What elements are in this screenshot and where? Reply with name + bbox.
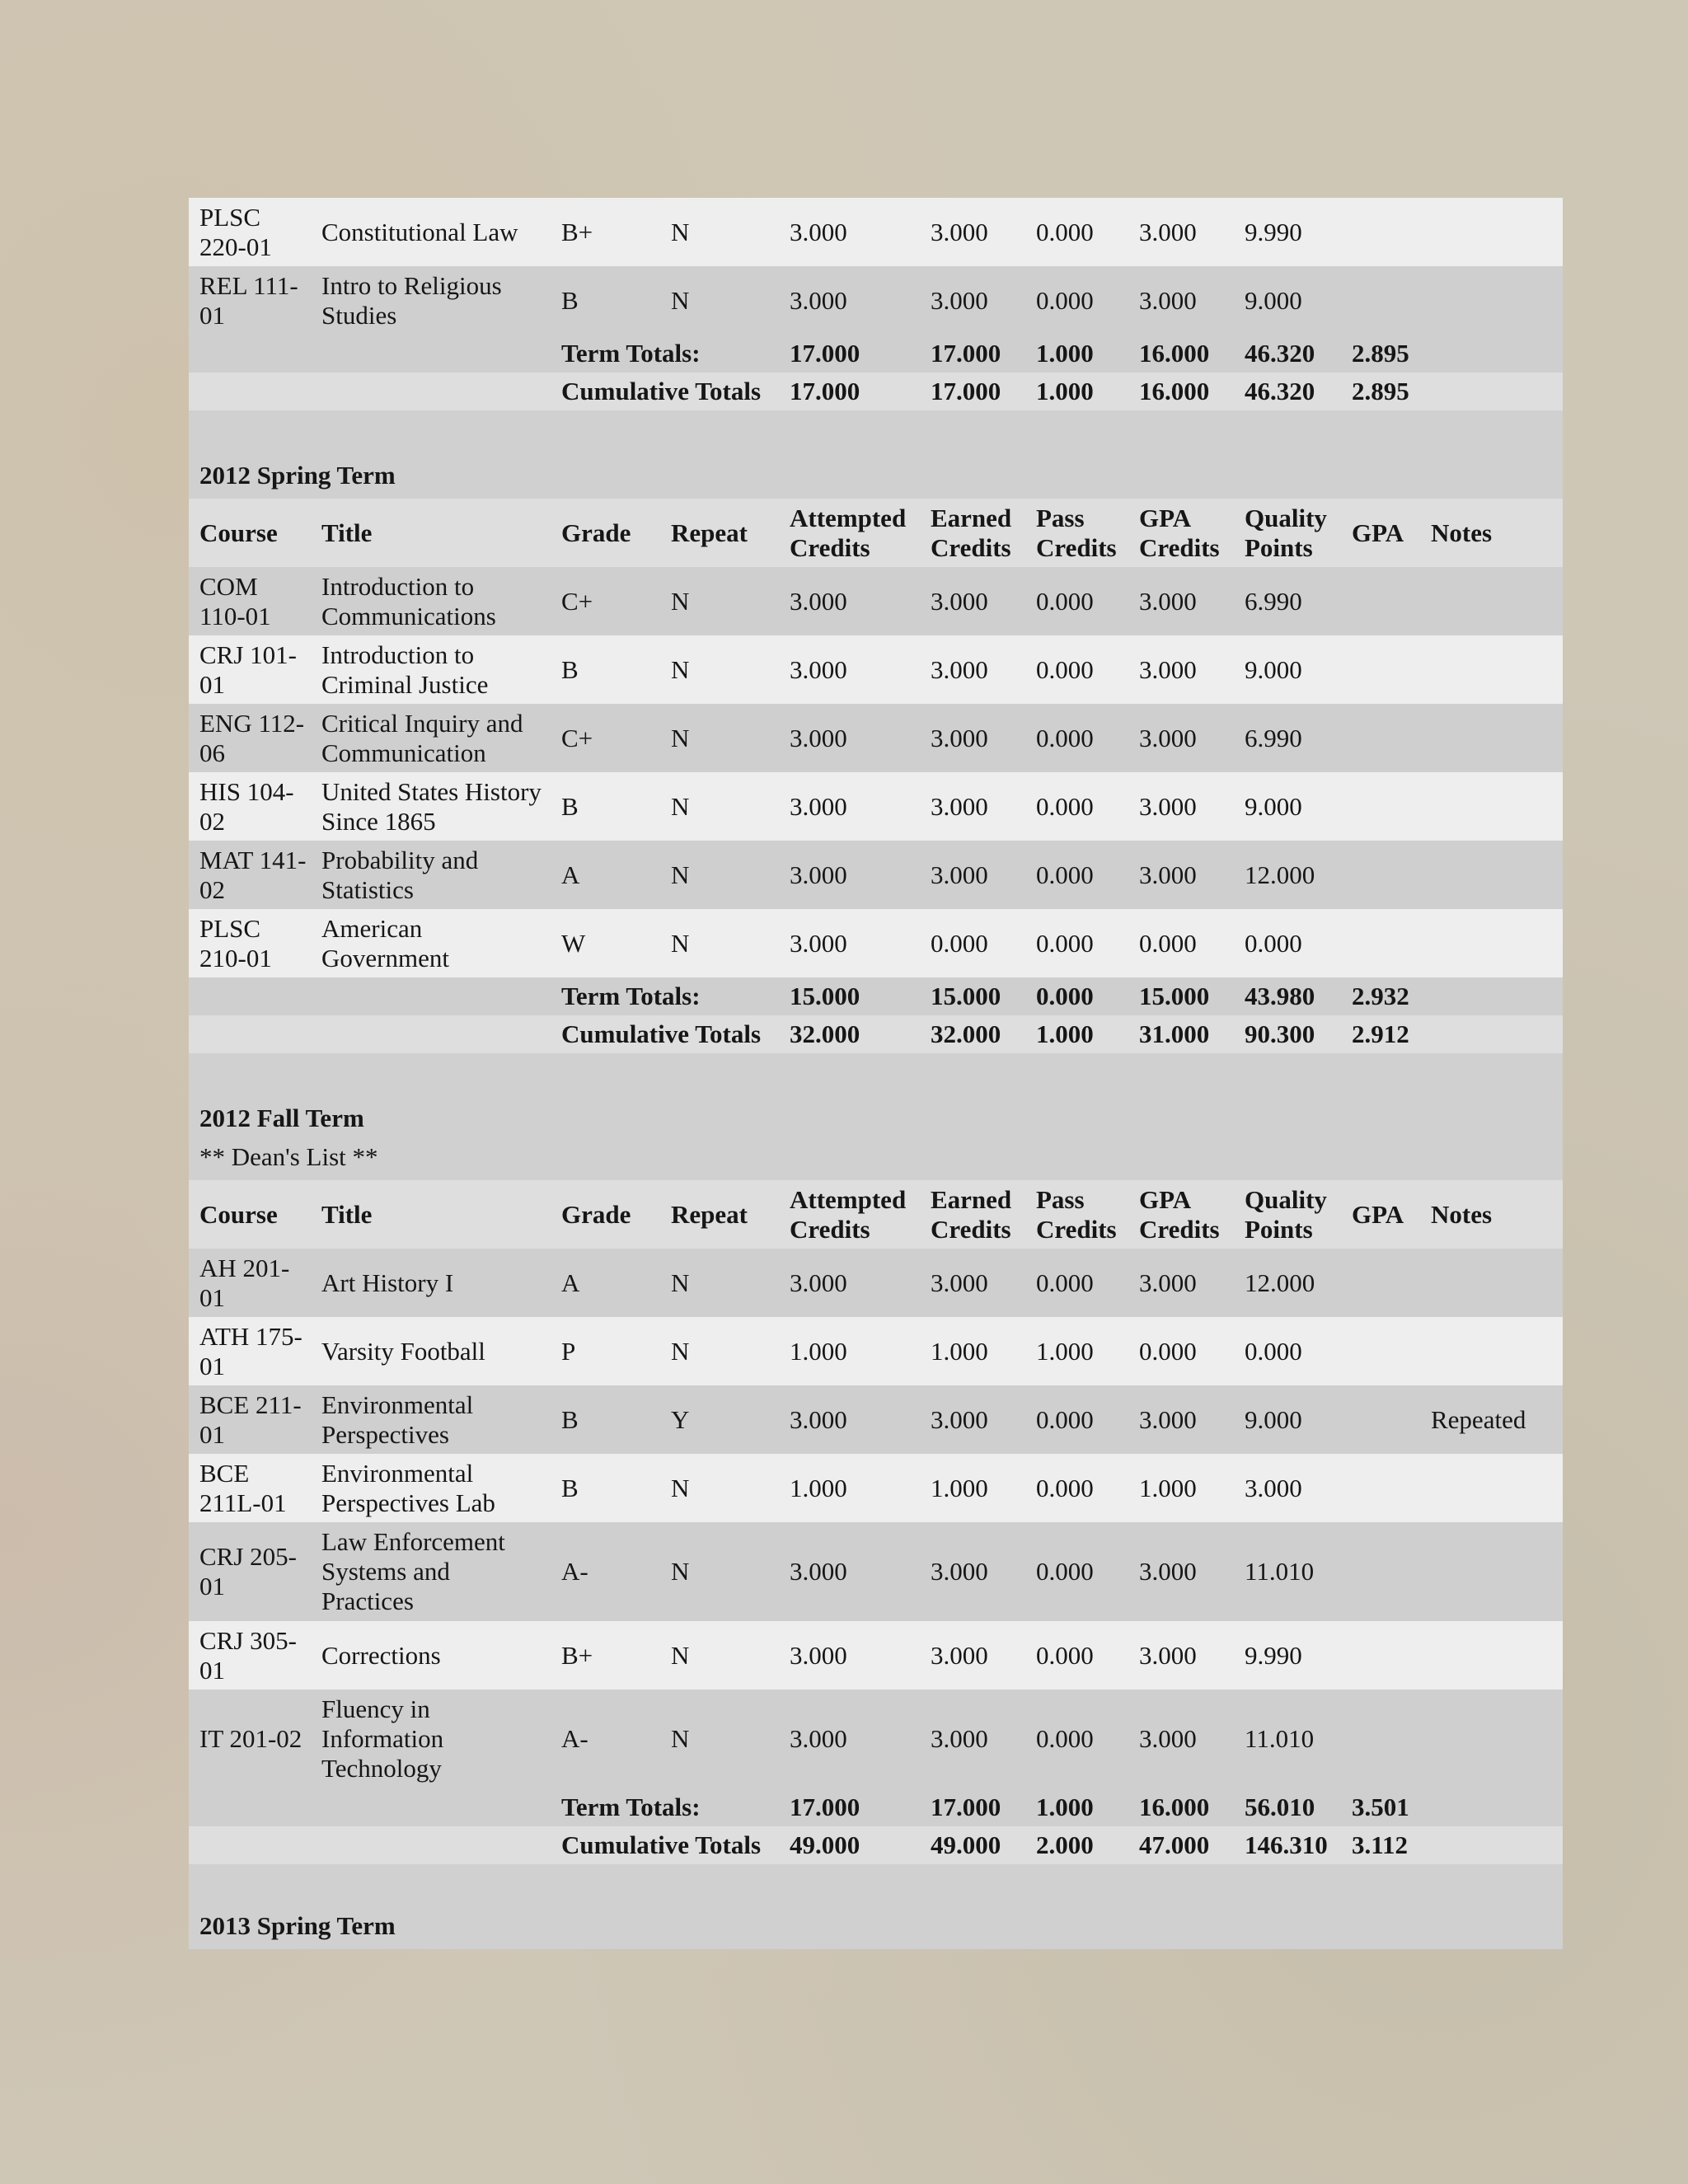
pass-credits: 0.000	[1036, 654, 1094, 684]
course-code: HIS 104-02	[199, 776, 294, 836]
course-code: PLSC 220-01	[199, 202, 272, 261]
pass-credits: 0.000	[1036, 1557, 1094, 1586]
grade: A-	[561, 1724, 588, 1753]
attempted-credits: 3.000	[790, 285, 847, 315]
total-gpa-credits: 47.000	[1139, 1830, 1210, 1859]
course-notes: Repeated	[1431, 1404, 1526, 1434]
earned-credits: 3.000	[931, 791, 988, 821]
total-gpa-credits: 15.000	[1139, 982, 1210, 1010]
pass-credits: 0.000	[1036, 1724, 1094, 1753]
cumulative-gpa: 3.112	[1352, 1830, 1409, 1859]
col-quality-points: Quality Points	[1245, 503, 1327, 562]
course-code: ENG 112-06	[199, 708, 305, 767]
grade: B	[561, 654, 579, 684]
table-row	[189, 1690, 1563, 1788]
col-repeat: Repeat	[671, 1199, 748, 1229]
attempted-credits: 3.000	[790, 654, 847, 684]
total-earned: 32.000	[931, 1019, 1001, 1048]
cumulative-gpa: 2.895	[1352, 377, 1409, 405]
grade: A	[561, 860, 580, 889]
repeat: N	[671, 791, 690, 821]
total-pass: 2.000	[1036, 1830, 1094, 1859]
gpa-credits: 1.000	[1139, 1473, 1197, 1502]
repeat: N	[671, 860, 690, 889]
course-code: BCE 211L-01	[199, 1458, 287, 1517]
col-title: Title	[321, 1199, 373, 1229]
quality-points: 9.000	[1245, 285, 1302, 315]
quality-points: 9.000	[1245, 654, 1302, 684]
quality-points: 6.990	[1245, 723, 1302, 752]
transcript-sheet	[189, 198, 1563, 1949]
quality-points: 9.990	[1245, 217, 1302, 246]
attempted-credits: 3.000	[790, 1557, 847, 1586]
repeat: N	[671, 285, 690, 315]
col-gpa-credits: GPA Credits	[1139, 1184, 1220, 1244]
table-header	[189, 499, 1563, 567]
quality-points: 9.000	[1245, 1404, 1302, 1434]
repeat: N	[671, 723, 690, 752]
course-code: PLSC 210-01	[199, 913, 272, 972]
quality-points: 12.000	[1245, 860, 1315, 889]
total-quality-points: 90.300	[1245, 1019, 1315, 1048]
repeat: N	[671, 654, 690, 684]
quality-points: 0.000	[1245, 1336, 1302, 1366]
totals-label: Term Totals:	[561, 1793, 701, 1821]
attempted-credits: 3.000	[790, 1404, 847, 1434]
total-attempted: 15.000	[790, 982, 860, 1010]
gpa-credits: 3.000	[1139, 1268, 1197, 1297]
col-gpa: GPA	[1352, 1199, 1404, 1229]
pass-credits: 1.000	[1036, 1336, 1094, 1366]
term-gpa: 3.501	[1352, 1793, 1409, 1821]
total-pass: 1.000	[1036, 377, 1094, 405]
total-pass: 1.000	[1036, 1793, 1094, 1821]
table-row	[189, 1522, 1563, 1621]
pass-credits: 0.000	[1036, 723, 1094, 752]
term-title: 2012 Fall Term	[199, 1104, 364, 1132]
repeat: N	[671, 1640, 690, 1670]
table-header	[189, 1180, 1563, 1249]
total-gpa-credits: 16.000	[1139, 1793, 1210, 1821]
earned-credits: 3.000	[931, 1268, 988, 1297]
earned-credits: 3.000	[931, 1404, 988, 1434]
grade: A-	[561, 1557, 588, 1586]
gpa-credits: 3.000	[1139, 723, 1197, 752]
total-quality-points: 43.980	[1245, 982, 1315, 1010]
repeat: N	[671, 1557, 690, 1586]
gpa-credits: 3.000	[1139, 1640, 1197, 1670]
table-row	[189, 1317, 1563, 1385]
course-title: Law Enforcement Systems and Practices	[321, 1527, 505, 1615]
total-pass: 1.000	[1036, 339, 1094, 368]
course-title: Environmental Perspectives	[321, 1390, 474, 1449]
col-pass: Pass Credits	[1036, 1184, 1117, 1244]
earned-credits: 3.000	[931, 860, 988, 889]
totals-label: Term Totals:	[561, 982, 701, 1010]
earned-credits: 0.000	[931, 928, 988, 958]
attempted-credits: 1.000	[790, 1473, 847, 1502]
grade: B	[561, 285, 579, 315]
course-code: REL 111-01	[199, 270, 298, 330]
table-row	[189, 841, 1563, 909]
attempted-credits: 3.000	[790, 217, 847, 246]
total-gpa-credits: 16.000	[1139, 377, 1210, 405]
course-title: Fluency in Information Technology	[321, 1694, 444, 1783]
pass-credits: 0.000	[1036, 1473, 1094, 1502]
col-title: Title	[321, 518, 373, 547]
earned-credits: 3.000	[931, 586, 988, 616]
earned-credits: 3.000	[931, 723, 988, 752]
course-title: Probability and Statistics	[321, 845, 479, 904]
table-row	[189, 1454, 1563, 1522]
quality-points: 3.000	[1245, 1473, 1302, 1502]
pass-credits: 0.000	[1036, 1404, 1094, 1434]
total-attempted: 49.000	[790, 1830, 860, 1859]
quality-points: 0.000	[1245, 928, 1302, 958]
grade: B+	[561, 1640, 593, 1670]
gpa-credits: 3.000	[1139, 791, 1197, 821]
total-quality-points: 146.310	[1245, 1830, 1328, 1859]
repeat: N	[671, 1336, 690, 1366]
attempted-credits: 3.000	[790, 1268, 847, 1297]
earned-credits: 3.000	[931, 1557, 988, 1586]
grade: B	[561, 1473, 579, 1502]
total-attempted: 17.000	[790, 1793, 860, 1821]
pass-credits: 0.000	[1036, 1640, 1094, 1670]
course-code: IT 201-02	[199, 1724, 302, 1753]
total-quality-points: 46.320	[1245, 377, 1315, 405]
col-repeat: Repeat	[671, 518, 748, 547]
term-title: 2012 Spring Term	[199, 461, 396, 490]
grade: B	[561, 1404, 579, 1434]
cumulative-totals-row	[189, 1015, 1563, 1053]
table-row	[189, 909, 1563, 977]
earned-credits: 3.000	[931, 654, 988, 684]
course-code: BCE 211-01	[199, 1390, 302, 1449]
course-title: Environmental Perspectives Lab	[321, 1458, 495, 1517]
totals-label: Term Totals:	[561, 339, 701, 368]
total-attempted: 17.000	[790, 377, 860, 405]
repeat: N	[671, 928, 690, 958]
course-code: MAT 141-02	[199, 845, 307, 904]
course-code: AH 201-01	[199, 1253, 290, 1312]
attempted-credits: 3.000	[790, 928, 847, 958]
col-pass: Pass Credits	[1036, 503, 1117, 562]
quality-points: 11.010	[1245, 1724, 1315, 1753]
col-course: Course	[199, 1199, 278, 1229]
quality-points: 9.000	[1245, 791, 1302, 821]
course-code: ATH 175-01	[199, 1321, 302, 1380]
earned-credits: 3.000	[931, 1724, 988, 1753]
table-row	[189, 1621, 1563, 1690]
col-notes: Notes	[1431, 518, 1493, 547]
total-attempted: 32.000	[790, 1019, 860, 1048]
col-gpa: GPA	[1352, 518, 1404, 547]
table-row	[189, 567, 1563, 635]
course-title: Constitutional Law	[321, 217, 518, 246]
table-row	[189, 635, 1563, 704]
earned-credits: 3.000	[931, 1640, 988, 1670]
course-code: CRJ 305-01	[199, 1625, 297, 1685]
grade: C+	[561, 586, 593, 616]
term-gpa: 2.895	[1352, 339, 1409, 368]
gpa-credits: 3.000	[1139, 217, 1197, 246]
attempted-credits: 3.000	[790, 723, 847, 752]
attempted-credits: 3.000	[790, 1640, 847, 1670]
cumulative-gpa: 2.912	[1352, 1019, 1409, 1048]
pass-credits: 0.000	[1036, 285, 1094, 315]
total-gpa-credits: 31.000	[1139, 1019, 1210, 1048]
total-quality-points: 46.320	[1245, 339, 1315, 368]
grade: W	[561, 928, 586, 958]
earned-credits: 3.000	[931, 217, 988, 246]
gpa-credits: 3.000	[1139, 1724, 1197, 1753]
repeat: Y	[671, 1404, 690, 1434]
course-title: United States History Since 1865	[321, 776, 542, 836]
total-earned: 49.000	[931, 1830, 1001, 1859]
grade: B	[561, 791, 579, 821]
cumulative-totals-row	[189, 373, 1563, 410]
deans-list-note: ** Dean's List **	[199, 1142, 378, 1171]
table-row	[189, 1385, 1563, 1454]
course-code: CRJ 101-01	[199, 640, 297, 699]
col-attempted: Attempted Credits	[790, 1184, 907, 1244]
quality-points: 9.990	[1245, 1640, 1302, 1670]
total-earned: 15.000	[931, 982, 1001, 1010]
gpa-credits: 3.000	[1139, 1404, 1197, 1434]
term-totals-row	[189, 335, 1563, 373]
grade: P	[561, 1336, 576, 1366]
repeat: N	[671, 1268, 690, 1297]
grade: A	[561, 1268, 580, 1297]
total-gpa-credits: 16.000	[1139, 339, 1210, 368]
table-row	[189, 198, 1563, 266]
total-earned: 17.000	[931, 339, 1001, 368]
col-grade: Grade	[561, 518, 631, 547]
course-title: Introduction to Communications	[321, 571, 496, 630]
attempted-credits: 3.000	[790, 1724, 847, 1753]
attempted-credits: 3.000	[790, 860, 847, 889]
total-quality-points: 56.010	[1245, 1793, 1315, 1821]
totals-label: Cumulative Totals	[561, 377, 762, 405]
grade: C+	[561, 723, 593, 752]
total-earned: 17.000	[931, 1793, 1001, 1821]
repeat: N	[671, 1473, 690, 1502]
col-earned: Earned Credits	[931, 1184, 1012, 1244]
course-title: Varsity Football	[321, 1336, 485, 1366]
pass-credits: 0.000	[1036, 217, 1094, 246]
course-code: CRJ 205-01	[199, 1542, 297, 1601]
repeat: N	[671, 586, 690, 616]
gpa-credits: 3.000	[1139, 860, 1197, 889]
total-pass: 0.000	[1036, 982, 1094, 1010]
gpa-credits: 3.000	[1139, 285, 1197, 315]
term-totals-row	[189, 1788, 1563, 1826]
course-code: COM 110-01	[199, 571, 271, 630]
quality-points: 6.990	[1245, 586, 1302, 616]
attempted-credits: 3.000	[790, 791, 847, 821]
col-gpa-credits: GPA Credits	[1139, 503, 1220, 562]
course-title: American Government	[321, 913, 449, 972]
col-quality-points: Quality Points	[1245, 1184, 1327, 1244]
table-row	[189, 1249, 1563, 1317]
col-course: Course	[199, 518, 278, 547]
quality-points: 11.010	[1245, 1557, 1315, 1586]
earned-credits: 1.000	[931, 1473, 988, 1502]
earned-credits: 1.000	[931, 1336, 988, 1366]
cumulative-totals-row	[189, 1826, 1563, 1864]
course-title: Introduction to Criminal Justice	[321, 640, 489, 699]
attempted-credits: 1.000	[790, 1336, 847, 1366]
col-notes: Notes	[1431, 1199, 1493, 1229]
attempted-credits: 3.000	[790, 586, 847, 616]
table-row	[189, 772, 1563, 841]
quality-points: 12.000	[1245, 1268, 1315, 1297]
earned-credits: 3.000	[931, 285, 988, 315]
course-title: Critical Inquiry and Communication	[321, 708, 523, 767]
col-attempted: Attempted Credits	[790, 503, 907, 562]
term-totals-row	[189, 977, 1563, 1015]
grade: B+	[561, 217, 593, 246]
repeat: N	[671, 1724, 690, 1753]
term-title: 2013 Spring Term	[199, 1911, 396, 1940]
pass-credits: 0.000	[1036, 928, 1094, 958]
gpa-credits: 3.000	[1139, 1557, 1197, 1586]
col-earned: Earned Credits	[931, 503, 1012, 562]
course-title: Intro to Religious Studies	[321, 270, 502, 330]
pass-credits: 0.000	[1036, 791, 1094, 821]
pass-credits: 0.000	[1036, 860, 1094, 889]
total-earned: 17.000	[931, 377, 1001, 405]
totals-label: Cumulative Totals	[561, 1830, 762, 1859]
gpa-credits: 3.000	[1139, 654, 1197, 684]
gpa-credits: 0.000	[1139, 1336, 1197, 1366]
repeat: N	[671, 217, 690, 246]
gpa-credits: 0.000	[1139, 928, 1197, 958]
col-grade: Grade	[561, 1199, 631, 1229]
course-title: Art History I	[321, 1268, 454, 1297]
total-pass: 1.000	[1036, 1019, 1094, 1048]
pass-credits: 0.000	[1036, 1268, 1094, 1297]
course-title: Corrections	[321, 1640, 441, 1670]
pass-credits: 0.000	[1036, 586, 1094, 616]
total-attempted: 17.000	[790, 339, 860, 368]
gpa-credits: 3.000	[1139, 586, 1197, 616]
totals-label: Cumulative Totals	[561, 1019, 762, 1048]
table-row	[189, 704, 1563, 772]
term-gpa: 2.932	[1352, 982, 1409, 1010]
table-row	[189, 266, 1563, 335]
